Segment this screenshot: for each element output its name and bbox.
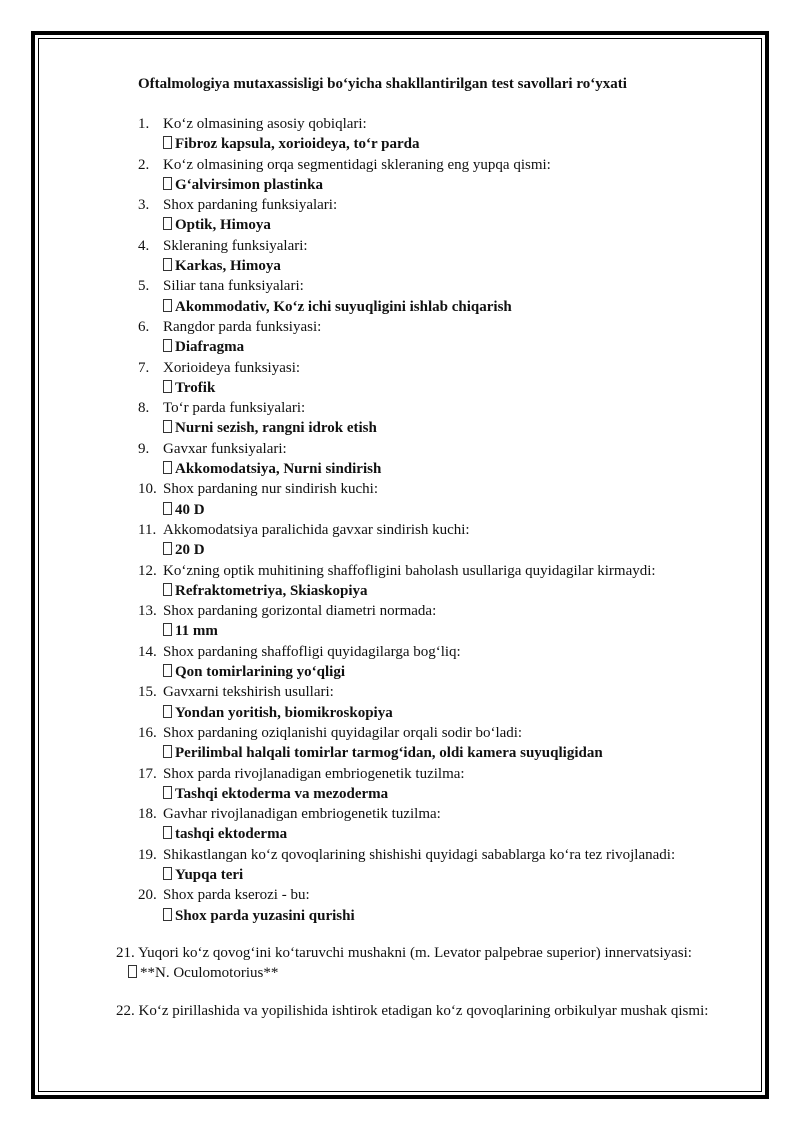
- checkbox-icon: [163, 867, 172, 880]
- answer: [138, 378, 738, 398]
- question-number: 13.: [138, 603, 157, 620]
- answer: [138, 459, 738, 479]
- question-text: Shox pardaning oziqlanishi quyidagilar orqali sodir bo‘ladi:: [163, 724, 523, 741]
- question-text: Ko‘z olmasining asosiy qobiqlari:: [163, 116, 367, 132]
- list-item: [138, 195, 738, 236]
- checkbox-icon: [163, 542, 172, 555]
- question-line: [138, 276, 738, 296]
- question-number: 7.: [138, 359, 150, 376]
- list-item: [138, 642, 738, 683]
- question-text: To‘r parda funksiyalari:: [163, 400, 306, 417]
- checkbox-icon: [163, 705, 172, 718]
- question-number: 5.: [138, 278, 150, 295]
- list-item: [138, 276, 738, 317]
- answer: [138, 297, 738, 317]
- list-item: [138, 317, 738, 358]
- question-text: Gavhar rivojlanadigan embriogenetik tuzilma:: [163, 806, 441, 823]
- answer: [138, 784, 738, 804]
- answer-text: Akkomodatsiya, Nurni sindirish: [175, 461, 382, 478]
- question-number: 10.: [138, 481, 157, 498]
- checkbox-icon: [163, 380, 172, 393]
- question-number: 12.: [138, 562, 157, 579]
- question-number: 6.: [138, 318, 150, 335]
- question-line: [138, 885, 738, 905]
- question-number: 3.: [138, 197, 150, 214]
- answer: [138, 581, 738, 601]
- answer-text: 11 mm: [175, 623, 218, 640]
- answer-text: Nurni sezish, rangni idrok etish: [175, 420, 377, 437]
- question-line: [138, 723, 738, 743]
- question-line: [138, 236, 738, 256]
- checkbox-icon: [163, 502, 172, 515]
- answer-text: Yondan yoritish, biomikroskopiya: [175, 704, 393, 721]
- question-line: [138, 317, 738, 337]
- list-item: [138, 561, 738, 602]
- checkbox-icon: [163, 826, 172, 839]
- question-number: 2.: [138, 156, 150, 173]
- answer: [138, 824, 738, 844]
- question-line: [138, 398, 738, 418]
- answer-text: 40 D: [175, 501, 205, 518]
- question-22: [116, 1001, 756, 1021]
- answer: [138, 540, 738, 560]
- list-item: [138, 601, 738, 642]
- checkbox-icon: [163, 664, 172, 677]
- question-number: 16.: [138, 724, 157, 741]
- question-text: Gavxar funksiyalari:: [163, 440, 287, 457]
- checkbox-icon: [163, 299, 172, 312]
- answer-text: Perilimbal halqali tomirlar tarmog‘idan, oldi kamera suyuqligidan: [175, 745, 603, 762]
- question-number: 20.: [138, 887, 157, 904]
- checkbox-icon: [128, 965, 137, 978]
- list-item: [138, 398, 738, 439]
- question-text: Shox parda kserozi - bu:: [163, 887, 310, 904]
- question-text: Shox pardaning funksiyalari:: [163, 197, 338, 214]
- list-item: [138, 682, 738, 723]
- answer-text: Karkas, Himoya: [175, 258, 281, 275]
- answer: [116, 963, 756, 983]
- answer-text: Fibroz kapsula, xorioideya, to‘r parda: [175, 136, 420, 153]
- question-text: Shox parda rivojlanadigan embriogenetik tuzilma:: [163, 765, 465, 782]
- checkbox-icon: [163, 177, 172, 190]
- answer-text: **N. Oculomotorius**: [140, 965, 279, 982]
- question-text: Shox pardaning nur sindirish kuchi:: [163, 481, 378, 498]
- answer: [138, 215, 738, 235]
- answer-text: G‘alvirsimon plastinka: [175, 176, 323, 193]
- answer: [138, 906, 738, 926]
- question-text: Akkomodatsiya paralichida gavxar sindirish kuchi:: [163, 521, 470, 538]
- question-number: 9.: [138, 440, 150, 457]
- question-line: [138, 520, 738, 540]
- question-list: [138, 114, 738, 926]
- question-line: [138, 682, 738, 702]
- question-text: Gavxarni tekshirish usullari:: [163, 684, 334, 701]
- answer: [138, 621, 738, 641]
- list-item: [138, 723, 738, 764]
- question-line: [138, 479, 738, 499]
- list-item: [138, 845, 738, 886]
- checkbox-icon: [163, 136, 172, 149]
- answer: [138, 865, 738, 885]
- list-item: [138, 236, 738, 277]
- checkbox-icon: [163, 623, 172, 636]
- question-21: [116, 943, 756, 984]
- question-number: 11.: [138, 521, 157, 538]
- question-text: 21. Yuqori ko‘z qovog‘ini ko‘taruvchi mushakni (m. Levator palpebrae superior) innervatsiyasi:: [116, 945, 692, 961]
- answer: [138, 256, 738, 276]
- answer-text: Diafragma: [175, 339, 245, 356]
- checkbox-icon: [163, 217, 172, 230]
- list-item: [138, 358, 738, 399]
- list-item: [138, 479, 738, 520]
- question-line: [138, 439, 738, 459]
- answer: [138, 134, 738, 154]
- checkbox-icon: [163, 786, 172, 799]
- answer: [138, 175, 738, 195]
- question-number: 1.: [138, 116, 150, 132]
- question-line: [138, 114, 738, 134]
- question-line: [138, 764, 738, 784]
- question-line: [138, 845, 738, 865]
- list-item: [138, 804, 738, 845]
- question-text: Ko‘z olmasining orqa segmentidagi skleraning eng yupqa qismi:: [163, 156, 551, 173]
- question-number: 4.: [138, 237, 150, 254]
- checkbox-icon: [163, 583, 172, 596]
- answer: [138, 418, 738, 438]
- checkbox-icon: [163, 258, 172, 271]
- question-line: [138, 358, 738, 378]
- checkbox-icon: [163, 745, 172, 758]
- answer: [138, 743, 738, 763]
- answer-text: Yupqa teri: [175, 866, 244, 883]
- question-text: Shox pardaning gorizontal diametri normada:: [163, 603, 437, 620]
- question-line: [138, 195, 738, 215]
- question-text: Shikastlangan ko‘z qovoqlarining shishishi quyidagi sabablarga ko‘ra tez rivojlanadi:: [163, 846, 676, 863]
- answer-text: 20 D: [175, 542, 205, 559]
- question-number: 17.: [138, 765, 157, 782]
- answer-text: Refraktometriya, Skiaskopiya: [175, 582, 368, 599]
- question-text: Shox pardaning shaffofligi quyidagilarga bog‘liq:: [163, 643, 461, 660]
- checkbox-icon: [163, 420, 172, 433]
- answer: [138, 703, 738, 723]
- list-item: [138, 155, 738, 196]
- checkbox-icon: [163, 908, 172, 921]
- answer: [138, 662, 738, 682]
- question-line: [138, 601, 738, 621]
- question-line: [138, 804, 738, 824]
- question-line: [138, 561, 738, 581]
- list-item: [138, 885, 738, 926]
- question-text: 22. Ko‘z pirillashida va yopilishida ishtirok etadigan ko‘z qovoqlarining orbikulyar mushak qismi:: [116, 1003, 709, 1019]
- answer-text: Optik, Himoya: [175, 217, 271, 234]
- answer-text: Tashqi ektoderma va mezoderma: [175, 785, 389, 802]
- question-number: 15.: [138, 684, 157, 701]
- question-text: Skleraning funksiyalari:: [163, 237, 308, 254]
- question-number: 8.: [138, 400, 150, 417]
- question-text: Rangdor parda funksiyasi:: [163, 318, 322, 335]
- question-number: 14.: [138, 643, 157, 660]
- list-item: [138, 439, 738, 480]
- question-number: 19.: [138, 846, 157, 863]
- checkbox-icon: [163, 461, 172, 474]
- answer: [138, 337, 738, 357]
- checkbox-icon: [163, 339, 172, 352]
- question-text: Siliar tana funksiyalari:: [163, 278, 304, 295]
- answer: [138, 500, 738, 520]
- question-text: Xorioideya funksiyasi:: [163, 359, 301, 376]
- answer-text: Shox parda yuzasini qurishi: [175, 907, 355, 924]
- answer-text: Qon tomirlarining yo‘qligi: [175, 664, 346, 681]
- answer-text: tashqi ektoderma: [175, 826, 288, 843]
- answer-text: Akommodativ, Ko‘z ichi suyuqligini ishlab chiqarish: [175, 298, 512, 315]
- list-item: [138, 114, 738, 155]
- list-item: [138, 764, 738, 805]
- question-number: 18.: [138, 806, 157, 823]
- question-text: Ko‘zning optik muhitining shaffofligini baholash usullariga quyidagilar kirmaydi:: [163, 562, 656, 579]
- list-item: [138, 520, 738, 561]
- question-line: [138, 642, 738, 662]
- question-line: [138, 155, 738, 175]
- page-title: Oftalmologiya mutaxassisligi bo‘yicha shakllantirilgan test savollari ro‘yxati: [138, 76, 627, 92]
- answer-text: Trofik: [175, 379, 216, 396]
